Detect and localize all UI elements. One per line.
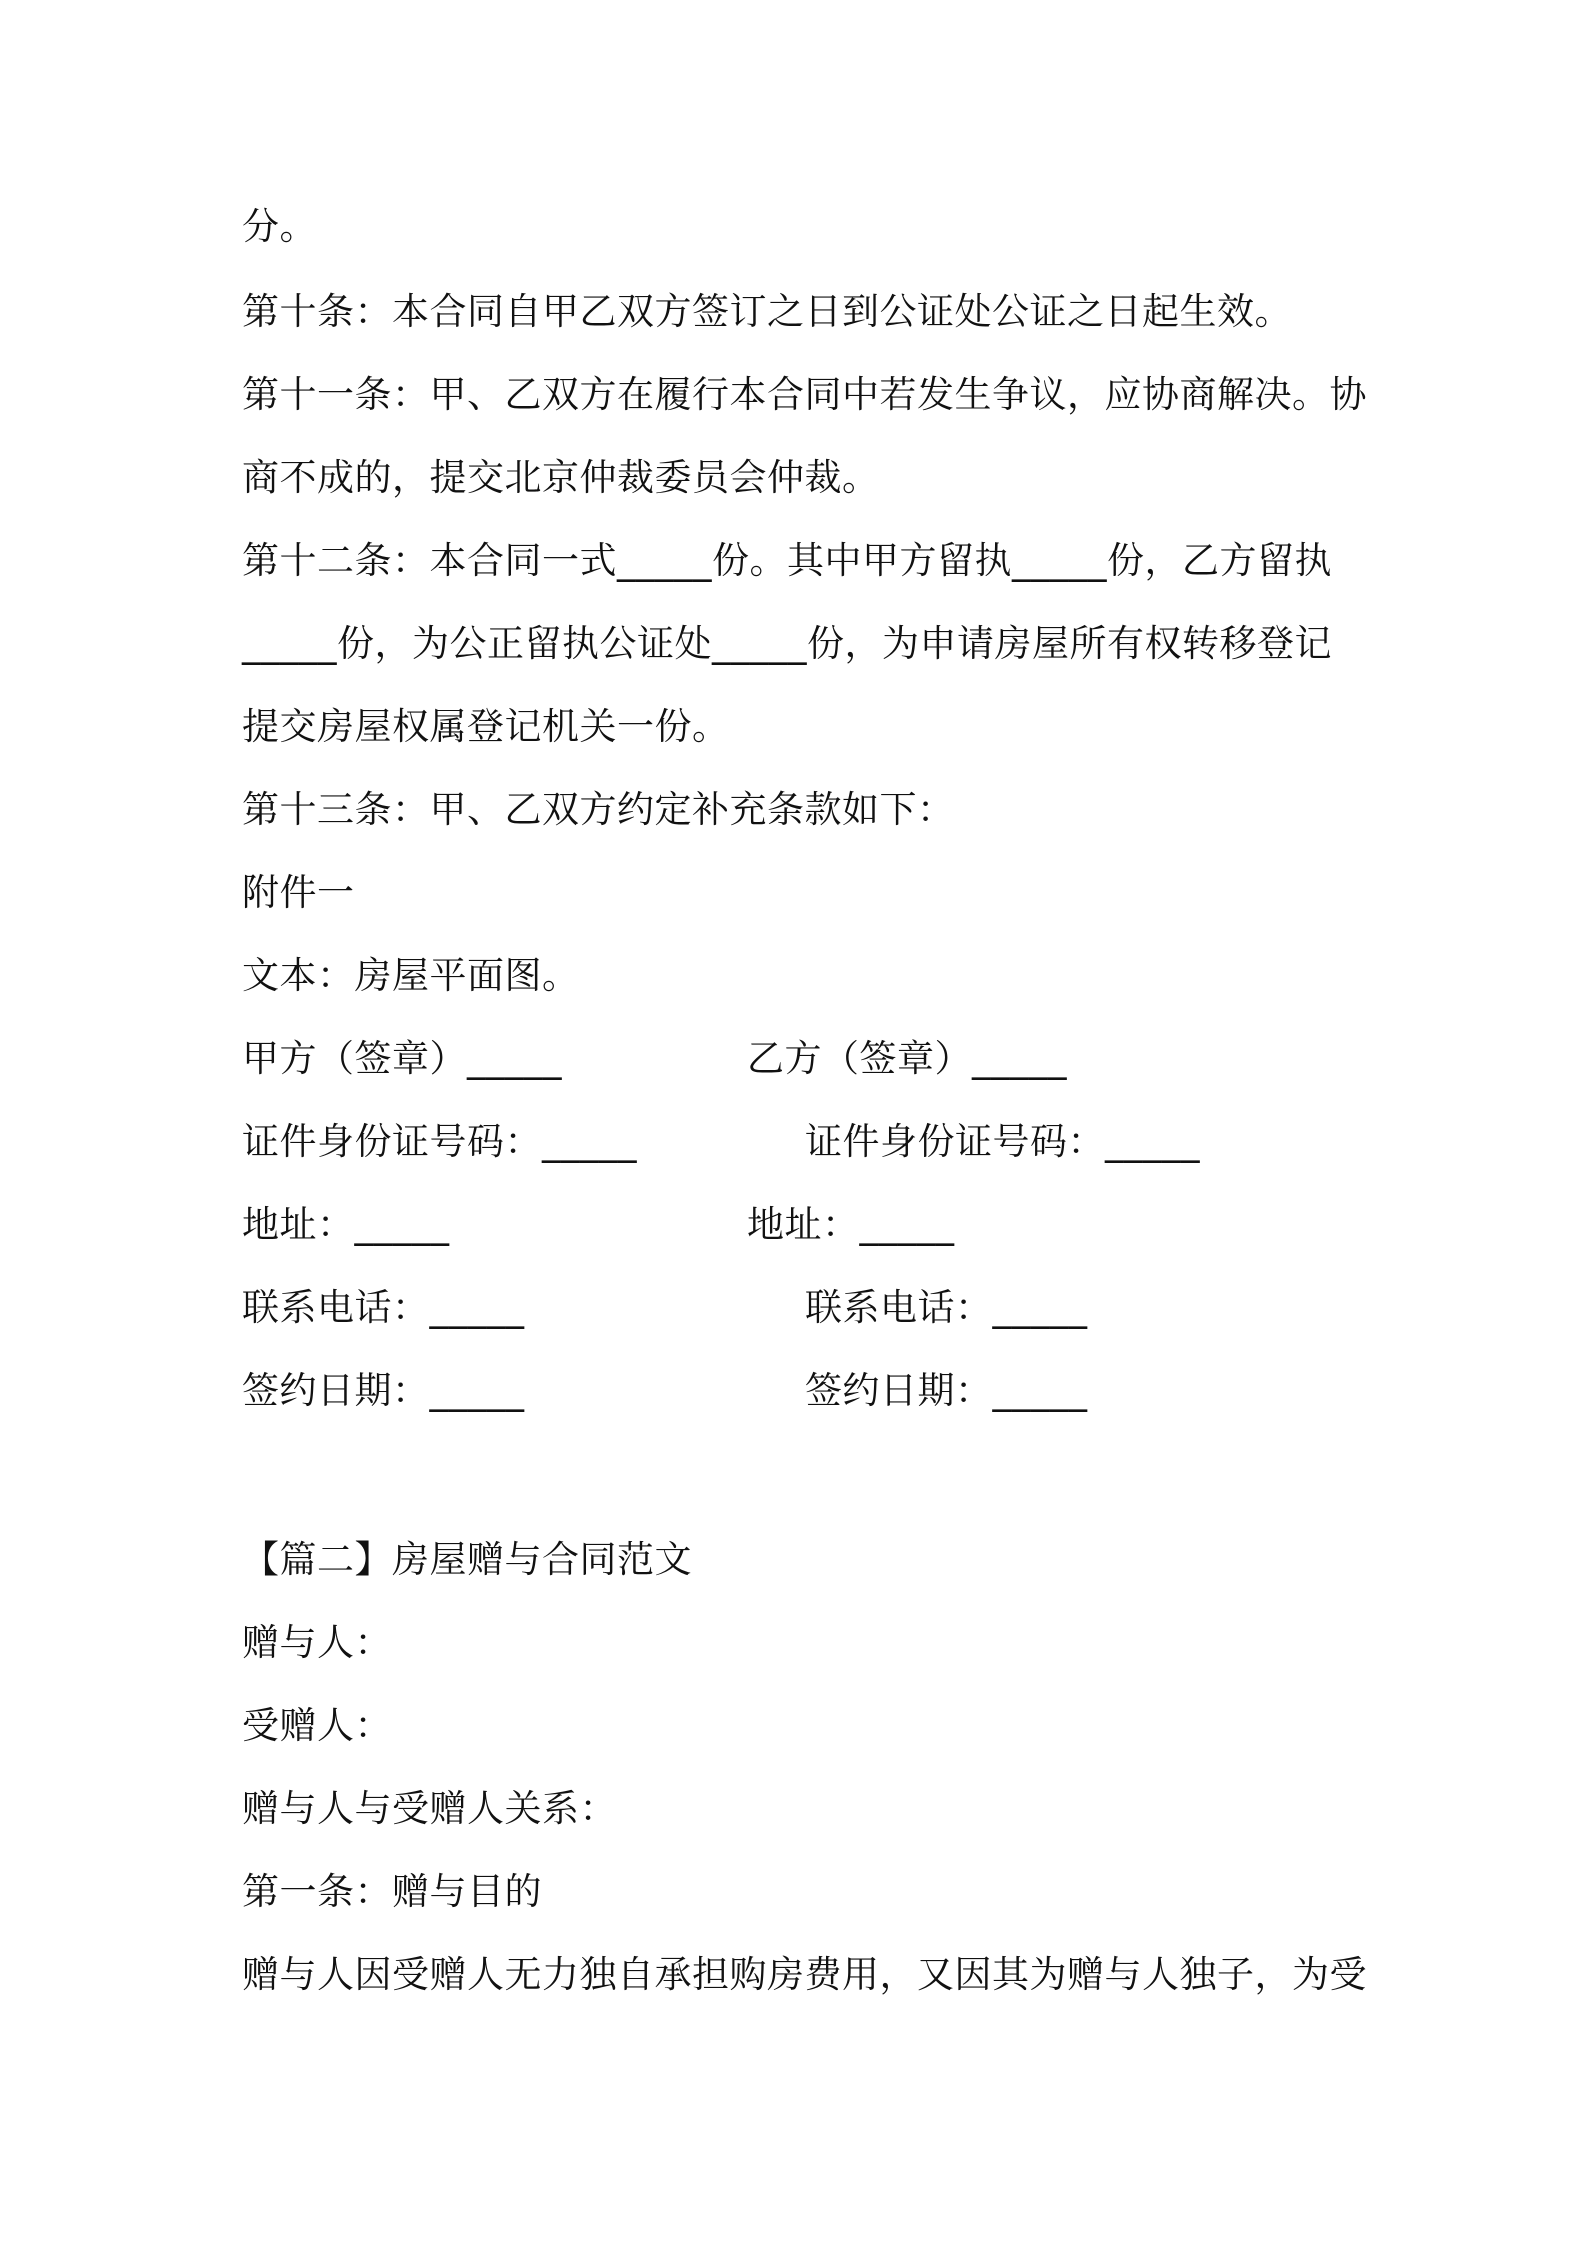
- party-b-date: 签约日期：_____: [805, 1369, 1088, 1412]
- party-b-address: 地址：_____: [747, 1203, 955, 1246]
- text-line: 提交房屋权属登记机关一份。: [242, 705, 730, 748]
- text-line: 分。: [242, 205, 317, 248]
- party-b-phone: 联系电话：_____: [805, 1286, 1088, 1329]
- appendix-text: 文本：房屋平面图。: [242, 954, 580, 997]
- text-line: 商不成的，提交北京仲裁委员会仲裁。: [242, 456, 880, 499]
- section-title: 【篇二】房屋赠与合同范文: [242, 1538, 692, 1581]
- article-12: 第十二条：本合同一式_____份。其中甲方留执_____份，乙方留执: [242, 539, 1332, 582]
- article-11: 第十一条：甲、乙双方在履行本合同中若发生争议，应协商解决。协: [242, 373, 1367, 416]
- party-a-address: 地址：_____: [242, 1203, 450, 1246]
- text-line: _____份，为公正留执公证处_____份，为申请房屋所有权转移登记: [242, 622, 1332, 665]
- article-1-title: 第一条：赠与目的: [242, 1870, 542, 1913]
- party-a-date: 签约日期：_____: [242, 1369, 525, 1412]
- party-b-seal: 乙方（签章）_____: [747, 1037, 1067, 1080]
- donor-label: 赠与人：: [242, 1621, 392, 1664]
- party-b-id-number: 证件身份证号码：_____: [805, 1120, 1200, 1163]
- party-a-phone: 联系电话：_____: [242, 1286, 525, 1329]
- article-10: 第十条：本合同自甲乙双方签订之日到公证处公证之日起生效。: [242, 290, 1292, 333]
- party-a-seal: 甲方（签章）_____: [242, 1037, 562, 1080]
- donee-label: 受赠人：: [242, 1704, 392, 1747]
- party-a-id-number: 证件身份证号码：_____: [242, 1120, 637, 1163]
- article-13: 第十三条：甲、乙双方约定补充条款如下：: [242, 788, 955, 831]
- appendix-label: 附件一: [242, 871, 355, 914]
- article-1-text: 赠与人因受赠人无力独自承担购房费用，又因其为赠与人独子，为受: [242, 1953, 1367, 1996]
- relation-label: 赠与人与受赠人关系：: [242, 1787, 617, 1830]
